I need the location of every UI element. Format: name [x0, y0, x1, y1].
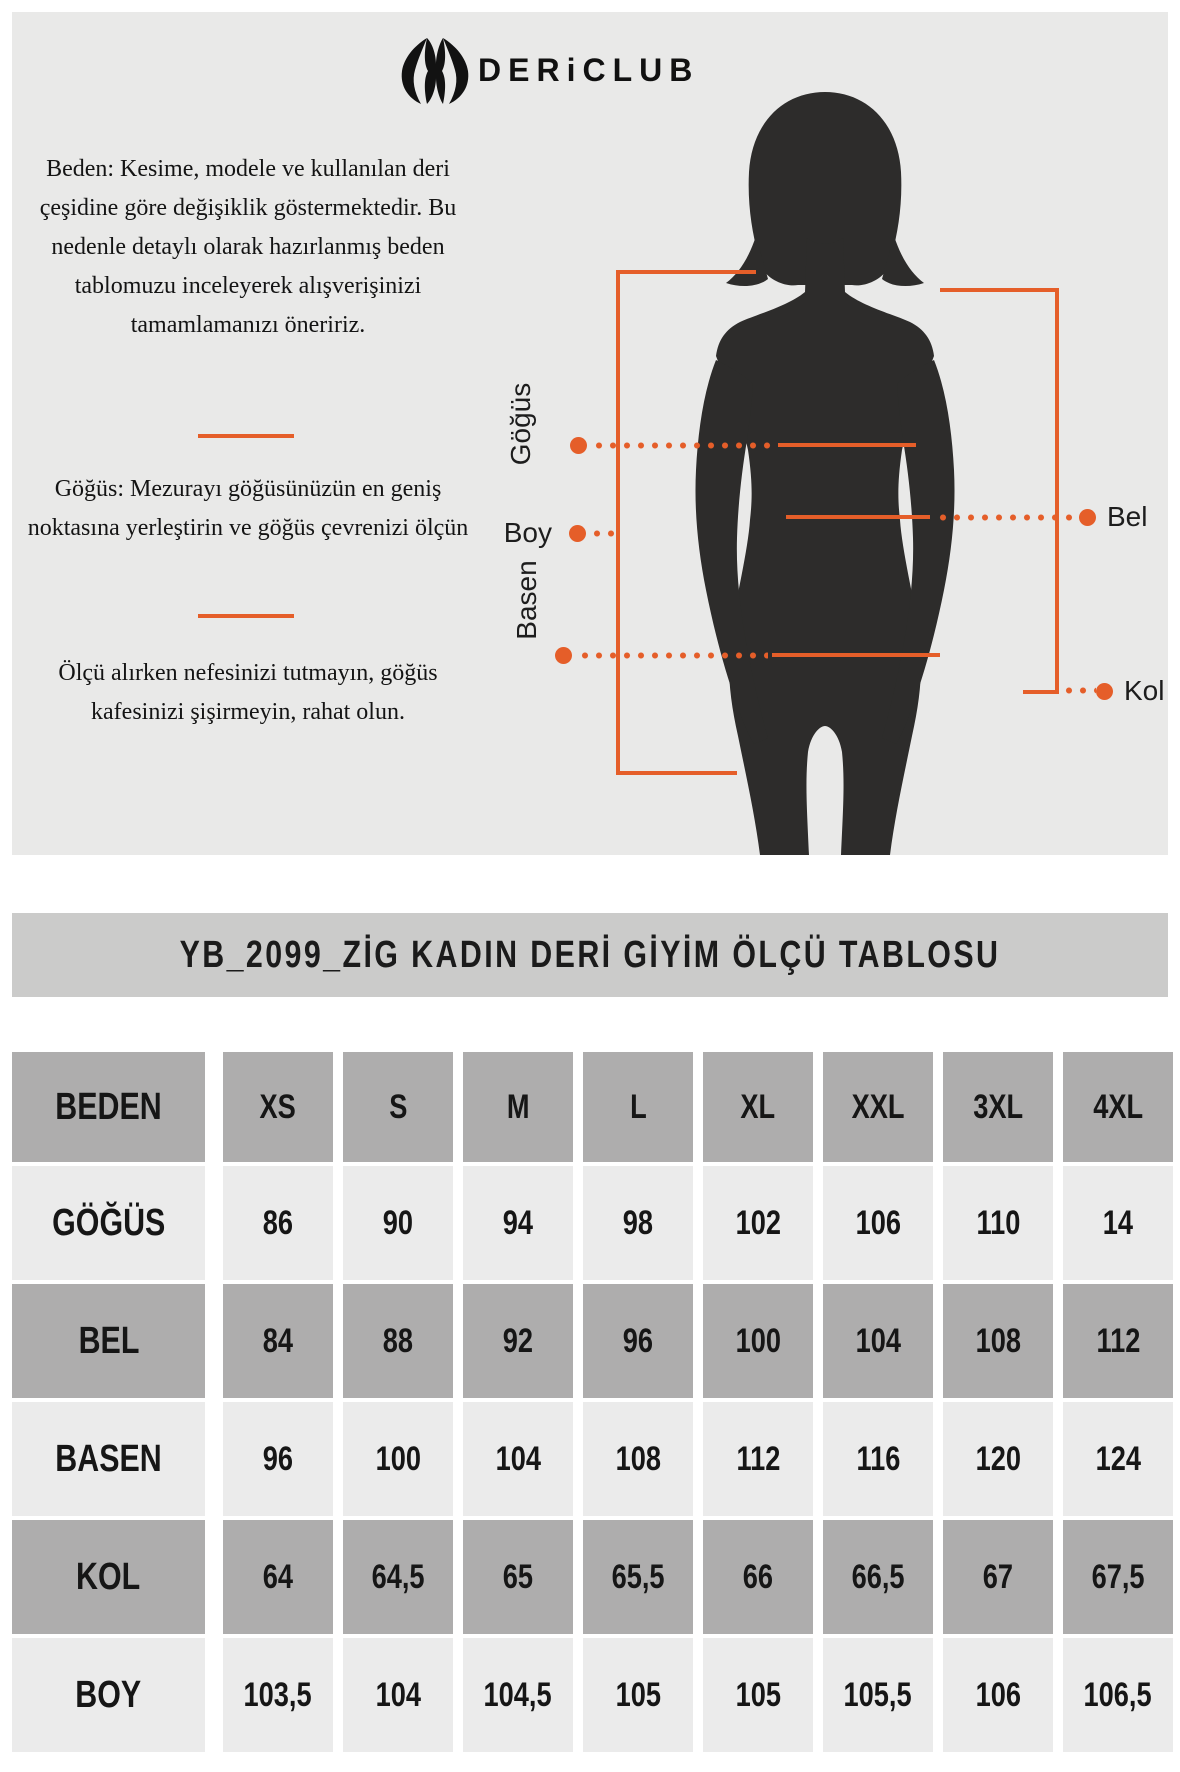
row-label: KOL: [76, 1555, 141, 1598]
kol-bracket-vertical-line: [1055, 288, 1059, 694]
gogus-chest-line: [778, 443, 916, 447]
boy-dotted-line: [590, 530, 618, 537]
size-cell: [343, 1052, 453, 1162]
measure-cell: [343, 1638, 453, 1752]
measure-value: 112: [736, 1439, 780, 1478]
measure-cell: [463, 1284, 573, 1398]
measure-cell: [1063, 1402, 1173, 1516]
row-label: BEDEN: [55, 1085, 162, 1128]
chart-title: YB_2099_ZİG KADIN DERİ GİYİM ÖLÇÜ TABLOSU: [179, 933, 1001, 976]
measure-cell: [823, 1520, 933, 1634]
table-row-bel: [12, 1284, 1173, 1398]
gogus-dotted-line: [592, 442, 774, 449]
measure-value: 104: [495, 1439, 541, 1478]
measure-value: 64: [262, 1557, 294, 1596]
size-value: XS: [259, 1087, 297, 1126]
table-row-boy: [12, 1638, 1173, 1752]
measure-cell: [703, 1284, 813, 1398]
size-cell: [943, 1052, 1053, 1162]
table-row-beden: [12, 1052, 1173, 1162]
measure-cell: [703, 1402, 813, 1516]
measure-value: 108: [975, 1321, 1021, 1360]
measure-value: 94: [502, 1203, 534, 1242]
measure-cell: [583, 1520, 693, 1634]
measure-value: 98: [622, 1203, 654, 1242]
row-label: BEL: [78, 1319, 139, 1362]
measure-value: 105: [735, 1675, 781, 1714]
measure-value: 65,5: [611, 1557, 665, 1596]
measure-value: 105: [615, 1675, 661, 1714]
row-label-cell: [12, 1402, 205, 1516]
measure-value: 112: [1096, 1321, 1140, 1360]
bel-waist-line: [786, 515, 930, 519]
measure-value: 106: [855, 1203, 901, 1242]
measure-cell: [1063, 1520, 1173, 1634]
size-cell: [823, 1052, 933, 1162]
measure-cell: [343, 1284, 453, 1398]
measure-cell: [703, 1166, 813, 1280]
measure-value: 86: [262, 1203, 294, 1242]
measure-cell: [223, 1284, 333, 1398]
measure-cell: [583, 1166, 693, 1280]
measure-cell: [703, 1520, 813, 1634]
size-value: XL: [740, 1087, 776, 1126]
measure-cell: [1063, 1284, 1173, 1398]
measure-cell: [583, 1284, 693, 1398]
boy-bracket-bottom-line: [616, 771, 737, 775]
measure-value: 90: [382, 1203, 414, 1242]
divider-line: [198, 434, 294, 438]
measure-value: 100: [375, 1439, 421, 1478]
row-label-cell: [12, 1166, 205, 1280]
measure-cell: [463, 1402, 573, 1516]
basen-dotted-line: [578, 652, 768, 659]
size-cell: [223, 1052, 333, 1162]
size-cell: [1063, 1052, 1173, 1162]
measure-value: 65: [502, 1557, 534, 1596]
row-label-cell: [12, 1284, 205, 1398]
measure-value: 104: [375, 1675, 421, 1714]
basen-hip-line: [772, 653, 940, 657]
bel-measure-label: Bel: [1107, 501, 1148, 532]
measure-value: 104: [855, 1321, 901, 1360]
measure-cell: [583, 1638, 693, 1752]
brand-name: DERiCLUB: [478, 52, 700, 88]
measure-value: 120: [975, 1439, 1021, 1478]
measure-cell: [703, 1638, 813, 1752]
info-paragraph-gogus: Göğüs: Mezurayı göğüsünüzün en geniş noktasına yerleştirin ve göğüs çevrenizi ölçün: [27, 476, 469, 541]
table-row-gogus: [12, 1166, 1173, 1280]
measure-cell: [223, 1166, 333, 1280]
measure-cell: [1063, 1638, 1173, 1752]
measure-value: 102: [735, 1203, 781, 1242]
measure-cell: [463, 1166, 573, 1280]
size-value: XXL: [851, 1087, 905, 1126]
measure-cell: [463, 1638, 573, 1752]
measure-value: 96: [262, 1439, 294, 1478]
kol-dotted-line: [1062, 687, 1096, 694]
measure-cell: [943, 1638, 1053, 1752]
measure-cell: [943, 1402, 1053, 1516]
boy-measure-dot: [569, 525, 586, 542]
row-label-cell: [12, 1520, 205, 1634]
basen-measure-label: Basen: [511, 560, 542, 640]
measure-value: 103,5: [243, 1675, 313, 1714]
size-value: S: [388, 1087, 408, 1126]
row-label-cell: [12, 1638, 205, 1752]
measure-value: 66,5: [851, 1557, 905, 1596]
measure-value: 106: [975, 1675, 1021, 1714]
measure-value: 92: [502, 1321, 534, 1360]
measure-cell: [943, 1166, 1053, 1280]
measure-cell: [823, 1166, 933, 1280]
measure-cell: [583, 1402, 693, 1516]
measure-value: 84: [262, 1321, 294, 1360]
info-paragraph-olcu: Ölçü alırken nefesinizi tutmayın, göğüs kafesinizi şişirmeyin, rahat olun.: [58, 660, 438, 725]
bel-measure-dot: [1079, 509, 1096, 526]
measure-value: 104,5: [483, 1675, 553, 1714]
measure-value: 116: [856, 1439, 900, 1478]
measure-cell: [223, 1402, 333, 1516]
table-row-kol: [12, 1520, 1173, 1634]
size-cell: [583, 1052, 693, 1162]
boy-measure-label: Boy: [503, 517, 552, 548]
size-table: [12, 1052, 1173, 1756]
measure-cell: [823, 1402, 933, 1516]
measure-value: 66: [742, 1557, 774, 1596]
info-paragraph-beden: Beden: Kesime, modele ve kullanılan deri çeşidine göre değişiklik göstermektedir. Bu nedenle detaylı olarak hazırlanmış beden tablomuzu inceleyerek alışverişinizi tamamlamanızı öneririz.: [39, 156, 457, 338]
measure-value: 14: [1102, 1203, 1134, 1242]
kol-bracket-bottom-line: [1023, 690, 1059, 694]
measure-cell: [1063, 1166, 1173, 1280]
measure-value: 67,5: [1091, 1557, 1145, 1596]
gogus-measure-dot: [570, 437, 587, 454]
kol-bracket-top-line: [940, 288, 1059, 292]
measure-cell: [823, 1284, 933, 1398]
measure-value: 110: [976, 1203, 1020, 1242]
measure-cell: [343, 1166, 453, 1280]
measure-value: 105,5: [843, 1675, 913, 1714]
size-value: M: [506, 1087, 530, 1126]
basen-measure-dot: [555, 647, 572, 664]
measure-value: 67: [982, 1557, 1014, 1596]
measure-value: 106,5: [1083, 1675, 1153, 1714]
measure-cell: [823, 1638, 933, 1752]
measure-value: 100: [735, 1321, 781, 1360]
size-cell: [703, 1052, 813, 1162]
measure-cell: [463, 1520, 573, 1634]
boy-bracket-vertical-line: [616, 270, 620, 775]
measure-cell: [223, 1520, 333, 1634]
bel-dotted-line: [936, 514, 1076, 521]
size-value: 4XL: [1093, 1087, 1143, 1126]
measure-value: 108: [615, 1439, 661, 1478]
measure-cell: [223, 1638, 333, 1752]
woman-silhouette: [640, 88, 1010, 855]
measure-value: 124: [1095, 1439, 1141, 1478]
row-label-cell: [12, 1052, 205, 1162]
size-value: L: [629, 1087, 647, 1126]
top-panel: [12, 12, 1168, 855]
measure-cell: [943, 1520, 1053, 1634]
table-row-basen: [12, 1402, 1173, 1516]
row-label: GÖĞÜS: [51, 1201, 166, 1244]
measure-value: 88: [382, 1321, 414, 1360]
dericlub-logo-icon: [400, 38, 470, 104]
row-label: BASEN: [55, 1437, 162, 1480]
kol-measure-dot: [1096, 683, 1113, 700]
chart-title-banner: [12, 913, 1168, 997]
size-value: 3XL: [973, 1087, 1023, 1126]
boy-bracket-top-line: [616, 270, 756, 274]
measure-value: 64,5: [371, 1557, 425, 1596]
measure-cell: [343, 1402, 453, 1516]
measure-value: 96: [622, 1321, 654, 1360]
measure-cell: [943, 1284, 1053, 1398]
gogus-measure-label: Göğüs: [505, 382, 536, 466]
row-label: BOY: [75, 1673, 142, 1716]
measure-cell: [343, 1520, 453, 1634]
kol-measure-label: Kol: [1124, 675, 1165, 706]
divider-line: [198, 614, 294, 618]
size-cell: [463, 1052, 573, 1162]
